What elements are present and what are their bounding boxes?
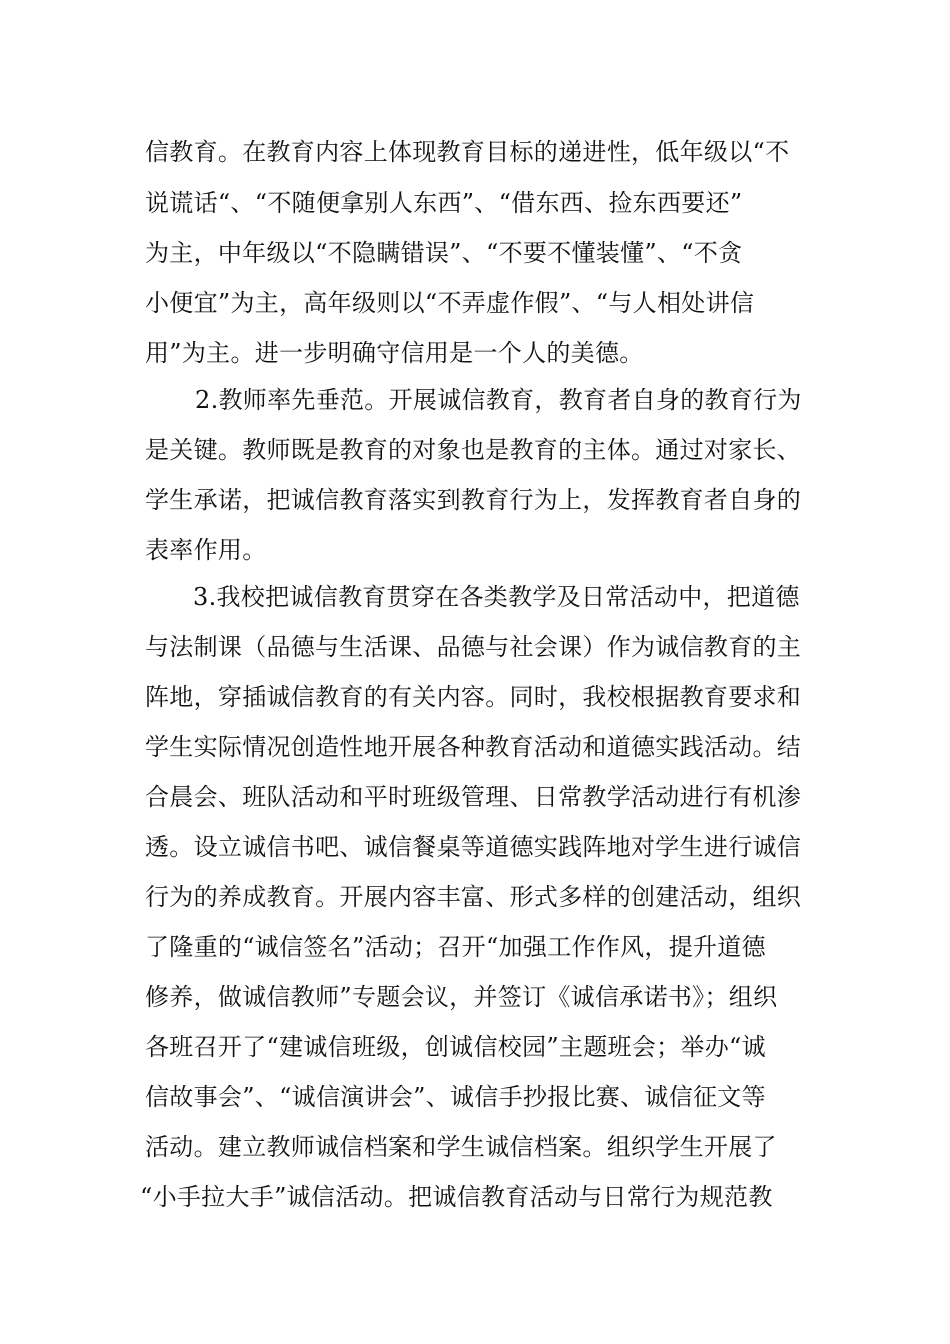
text-line: 说谎话“、“不随便拿别人东西”、“借东西、捡东西要还” bbox=[145, 189, 743, 217]
text-line: 学生承诺，把诚信教育落实到教育行为上，发挥教育者自身的 bbox=[145, 486, 802, 514]
text-line: “小手拉大手”诚信活动。把诚信教育活动与日常行为规范教 bbox=[140, 1183, 773, 1211]
text-line: 各班召开了“建诚信班级，创诚信校园”主题班会；举办“诚 bbox=[145, 1033, 766, 1061]
paragraph-3-start: 3.我校把诚信教育贯穿在各类教学及日常活动中，把道德 bbox=[193, 583, 800, 611]
text-line: 用”为主。进一步明确守信用是一个人的美德。 bbox=[145, 339, 644, 367]
text-line: 信故事会”、“诚信演讲会”、诚信手抄报比赛、诚信征文等 bbox=[145, 1083, 766, 1111]
text-line: 了隆重的“诚信签名”活动；召开“加强工作作风，提升道德 bbox=[145, 933, 766, 961]
text-line: 表率作用。 bbox=[145, 536, 267, 564]
text-line: 阵地，穿插诚信教育的有关内容。同时，我校根据教育要求和 bbox=[145, 683, 802, 711]
text-line: 与法制课（品德与生活课、品德与社会课）作为诚信教育的主 bbox=[145, 633, 802, 661]
text-line: 是关键。教师既是教育的对象也是教育的主体。通过对家长、 bbox=[145, 436, 802, 464]
text-line: 透。设立诚信书吧、诚信餐桌等道德实践阵地对学生进行诚信 bbox=[145, 833, 802, 861]
text-line: 为主，中年级以“不隐瞒错误”、“不要不懂装懂”、“不贪 bbox=[145, 239, 743, 267]
paragraph-2-start: 2.教师率先垂范。开展诚信教育，教育者自身的教育行为 bbox=[195, 386, 802, 414]
text-line: 学生实际情况创造性地开展各种教育活动和道德实践活动。结 bbox=[145, 733, 802, 761]
text-line: 行为的养成教育。开展内容丰富、形式多样的创建活动，组织 bbox=[145, 883, 802, 911]
text-line: 小便宜”为主，高年级则以“不弄虚作假”、“与人相处讲信 bbox=[145, 289, 755, 317]
text-line: 合晨会、班队活动和平时班级管理、日常教学活动进行有机渗 bbox=[145, 783, 802, 811]
text-line: 信教育。在教育内容上体现教育目标的递进性，低年级以“不 bbox=[145, 138, 790, 166]
text-line: 活动。建立教师诚信档案和学生诚信档案。组织学生开展了 bbox=[145, 1133, 777, 1161]
text-line: 修养，做诚信教师”专题会议，并签订《诚信承诺书》；组织 bbox=[145, 983, 778, 1011]
